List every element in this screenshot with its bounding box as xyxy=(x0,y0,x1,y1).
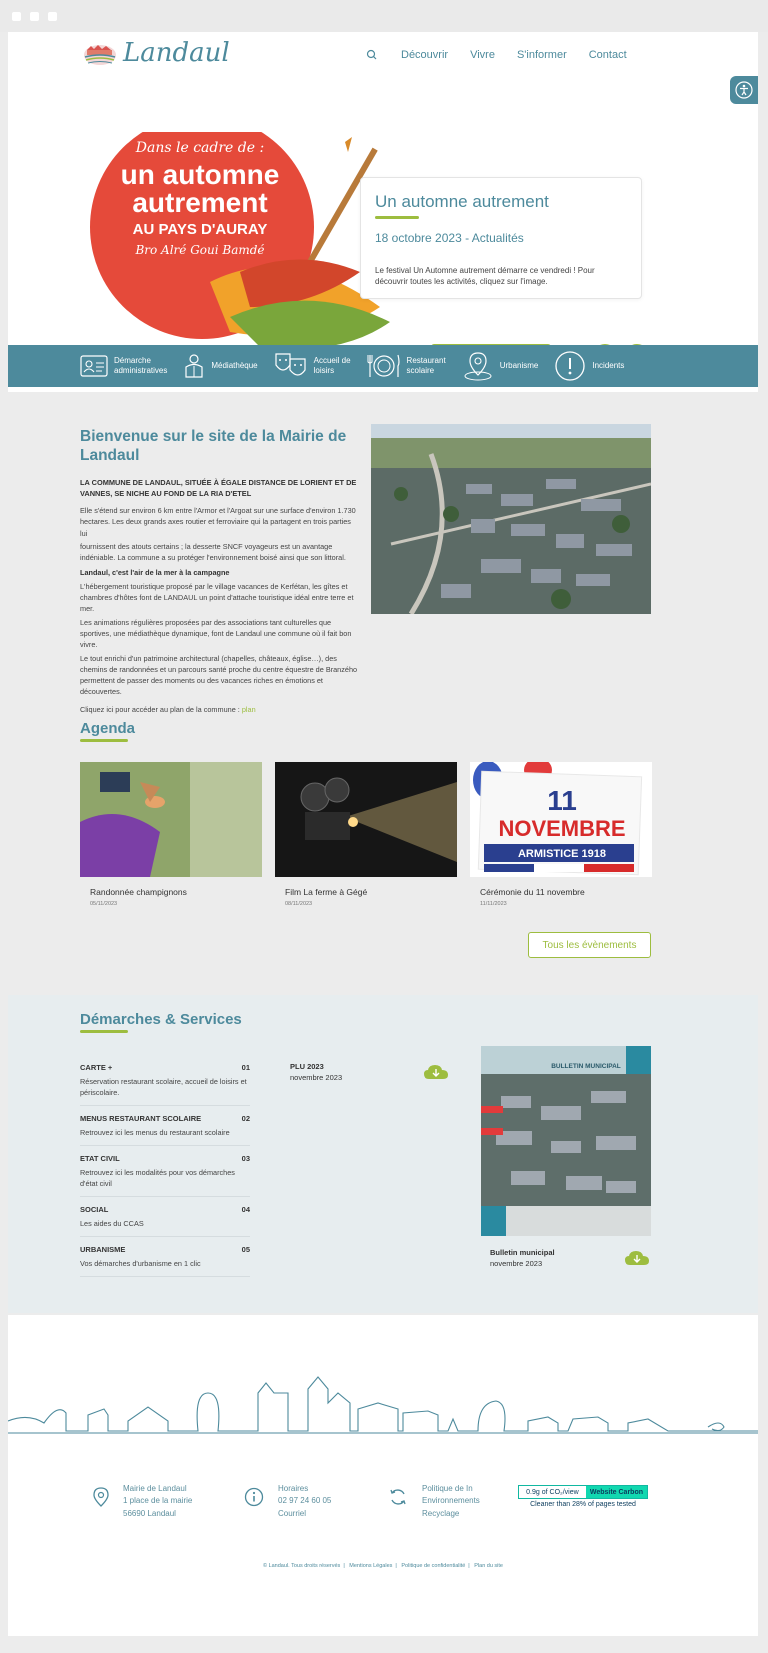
location-pin-icon xyxy=(462,350,494,382)
map-pin-icon xyxy=(93,1487,109,1507)
poster-line-1: Dans le cadre de : xyxy=(135,140,265,156)
carbon-subtitle: Cleaner than 28% of pages tested xyxy=(530,1501,636,1508)
window-control-icon[interactable] xyxy=(48,12,57,21)
village-skyline-illustration xyxy=(8,1363,758,1443)
recycle-icon xyxy=(388,1487,408,1507)
event-card[interactable] xyxy=(275,762,457,907)
title-underline xyxy=(80,739,128,742)
welcome-subtitle: Landaul, c'est l'air de la mer à la campagne xyxy=(80,568,230,578)
news-date: 18 octobre 2023 - Actualités xyxy=(375,231,524,245)
event-title[interactable]: Film La ferme à Gégé xyxy=(285,887,368,897)
window-control-icon[interactable] xyxy=(12,12,21,21)
poster-line-5: Bro Alré Goui Bamdé xyxy=(135,243,265,257)
village-aerial-photo xyxy=(371,424,651,614)
footer-address: Mairie de Landaul 1 place de la mairie 56690 Landaul xyxy=(93,1483,192,1520)
service-accueil-loisirs[interactable]: Accueil de loisirs xyxy=(274,345,351,387)
poster-line-2: un automne xyxy=(120,159,280,190)
plu-title: PLU 2023 xyxy=(290,1062,324,1071)
bulletin-title: Bulletin municipal xyxy=(490,1248,555,1257)
demarches-title: Démarches & Services xyxy=(80,1011,242,1028)
event-card[interactable] xyxy=(80,762,262,907)
legal-links: © Landaul. Tous droits réservés | Mentions Légales | Politique de confidentialité | Plan du site xyxy=(262,1563,503,1569)
welcome-body: Elle s'étend sur environ 6 km entre l'Armor et l'Argoat sur une surface d'environ 1.730 hectares. Les deux grands axes routier et ferroviaire qui la partagent en trois parties lui fournissent des atouts certains ; la desserte SNCF voyageurs est un avantage indéniable. La commune a su protéger l'environnement boisé ainsi que son littoral. Landaul, c'est l'air de la mer à la campagne L'hébergement touristique proposé par le village vacances de Kerfétan, les gîtes et chambres d'hôtes font de LANDAUL un point d'attache touristique idéal entre terre et mer. Les animations régulières proposées par des associations tant culturelles que sportives, une médiathèque dynamique, font de Landaul une commune où il fait bon vivre. Le tout enrichi d'un patrimoine architectural (chapelles, châteaux, église…), des chemins de randonnées et un parcours santé proche du centre équestre de Branzého permettent de passer des moments ou des vacances riches en émotions et découvertes. Cliquez ici pour accéder au plan de la commune : plan xyxy=(80,505,360,717)
site-header xyxy=(8,32,758,92)
cloud-download-icon[interactable] xyxy=(624,1249,650,1267)
agenda-title: Agenda xyxy=(80,720,136,737)
news-excerpt: Le festival Un Automne autrement démarre ce vendredi ! Pour découvrir toutes les activités, cliquez sur l'image. xyxy=(375,266,595,287)
bulletin-header: BULLETIN MUNICIPAL xyxy=(551,1063,621,1070)
demarches-list xyxy=(80,1055,250,1277)
armistice-month: NOVEMBRE xyxy=(498,816,626,841)
carbon-brand: Website Carbon xyxy=(586,1486,647,1498)
news-title[interactable]: Un automne autrement xyxy=(375,192,549,211)
page xyxy=(8,32,758,1569)
event-title[interactable]: Randonnée champignons xyxy=(90,887,187,897)
plu-date: novembre 2023 xyxy=(290,1073,343,1083)
all-events-button[interactable]: Tous les évènements xyxy=(528,932,651,958)
plate-icon xyxy=(367,353,401,379)
list-item[interactable]: MENUS RESTAURANT SCOLAIRE 02 Retrouvez ici les menus du restaurant scolaire xyxy=(80,1106,250,1146)
list-item[interactable]: URBANISME 05 Vos démarches d'urbanisme en 1 clic xyxy=(80,1237,250,1277)
privacy-policy-link[interactable]: Politique de confidentialité xyxy=(401,1563,466,1569)
services-band xyxy=(8,345,758,387)
news-card[interactable] xyxy=(360,177,642,299)
plan-link[interactable]: plan xyxy=(241,704,256,714)
armistice-day: 11 xyxy=(547,785,577,816)
footer-environment: Politique de In Environnements Recyclage xyxy=(388,1483,480,1520)
welcome-title: Bienvenue sur le site de la Mairie de Landaul xyxy=(80,428,347,465)
armistice-subtitle: ARMISTICE 1918 xyxy=(517,848,607,860)
window-control-icon[interactable] xyxy=(30,12,39,21)
event-card[interactable] xyxy=(470,762,652,907)
masks-icon xyxy=(274,351,308,381)
service-restaurant-scolaire[interactable]: Restaurant scolaire xyxy=(367,345,446,387)
website-carbon-badge[interactable] xyxy=(518,1485,648,1508)
reader-icon xyxy=(183,353,205,379)
list-item[interactable]: ETAT CIVIL 03 Retrouvez ici les modalités pour vos démarches d'état civil xyxy=(80,1146,250,1197)
id-card-icon xyxy=(80,355,108,377)
info-icon xyxy=(244,1487,264,1507)
logo-mark-icon xyxy=(83,40,119,66)
event-date: 08/11/2023 xyxy=(285,901,313,907)
welcome-lead: LA COMMUNE DE LANDAUL, SITUÉE À ÉGALE DISTANCE DE LORIENT ET DE VANNES, SE NICHE AU FOND DE LA RIA D'ETEL xyxy=(80,478,357,499)
copyright: © Landaul. Tous droits réservés xyxy=(262,1563,341,1569)
service-demarches[interactable]: Démarche administratives xyxy=(80,345,167,387)
cloud-download-icon[interactable] xyxy=(423,1063,449,1081)
event-title[interactable]: Cérémonie du 11 novembre xyxy=(480,887,585,897)
event-date: 05/11/2023 xyxy=(90,901,118,907)
main-nav xyxy=(365,48,627,62)
alert-icon xyxy=(554,350,586,382)
event-image[interactable] xyxy=(80,762,262,877)
list-item[interactable]: CARTE + 01 Réservation restaurant scolaire, accueil de loisirs et périscolaire. xyxy=(80,1055,250,1106)
nav-decouvrir[interactable]: Découvrir xyxy=(401,49,449,61)
service-incidents[interactable]: Incidents xyxy=(554,345,624,387)
poster-line-3: autrement xyxy=(132,187,268,218)
site-footer xyxy=(8,1315,758,1636)
logo-text: Landaul xyxy=(123,38,230,68)
demarches-section xyxy=(8,995,758,1313)
event-image[interactable] xyxy=(470,762,652,877)
title-underline xyxy=(375,216,419,219)
nav-sinformer[interactable]: S'informer xyxy=(516,49,567,61)
event-image[interactable] xyxy=(275,762,457,877)
service-mediatheque[interactable]: Médiathèque xyxy=(183,345,257,387)
browser-toolbar xyxy=(0,0,768,32)
carbon-value: 0.9g of CO₂/view xyxy=(519,1486,586,1498)
mentions-legales-link[interactable]: Mentions Légales xyxy=(349,1563,393,1569)
list-item[interactable]: SOCIAL 04 Les aides du CCAS xyxy=(80,1197,250,1237)
bulletin-document[interactable] xyxy=(490,1247,555,1270)
title-underline xyxy=(80,1030,128,1033)
footer-contact: Horaires 02 97 24 60 05 Courriel xyxy=(244,1483,331,1520)
event-date: 11/11/2023 xyxy=(480,901,507,907)
bulletin-date: novembre 2023 xyxy=(490,1259,543,1269)
sitemap-link[interactable]: Plan du site xyxy=(474,1563,503,1569)
service-urbanisme[interactable]: Urbanisme xyxy=(462,345,539,387)
site-logo[interactable] xyxy=(83,38,230,68)
nav-contact[interactable]: Contact xyxy=(588,49,627,61)
plu-document[interactable] xyxy=(290,1061,342,1084)
nav-vivre[interactable]: Vivre xyxy=(470,49,495,61)
search-icon[interactable] xyxy=(365,48,379,62)
poster-line-4: AU PAYS D'AURAY xyxy=(132,221,268,238)
welcome-section xyxy=(8,387,758,997)
bulletin-cover-image[interactable] xyxy=(481,1046,651,1236)
